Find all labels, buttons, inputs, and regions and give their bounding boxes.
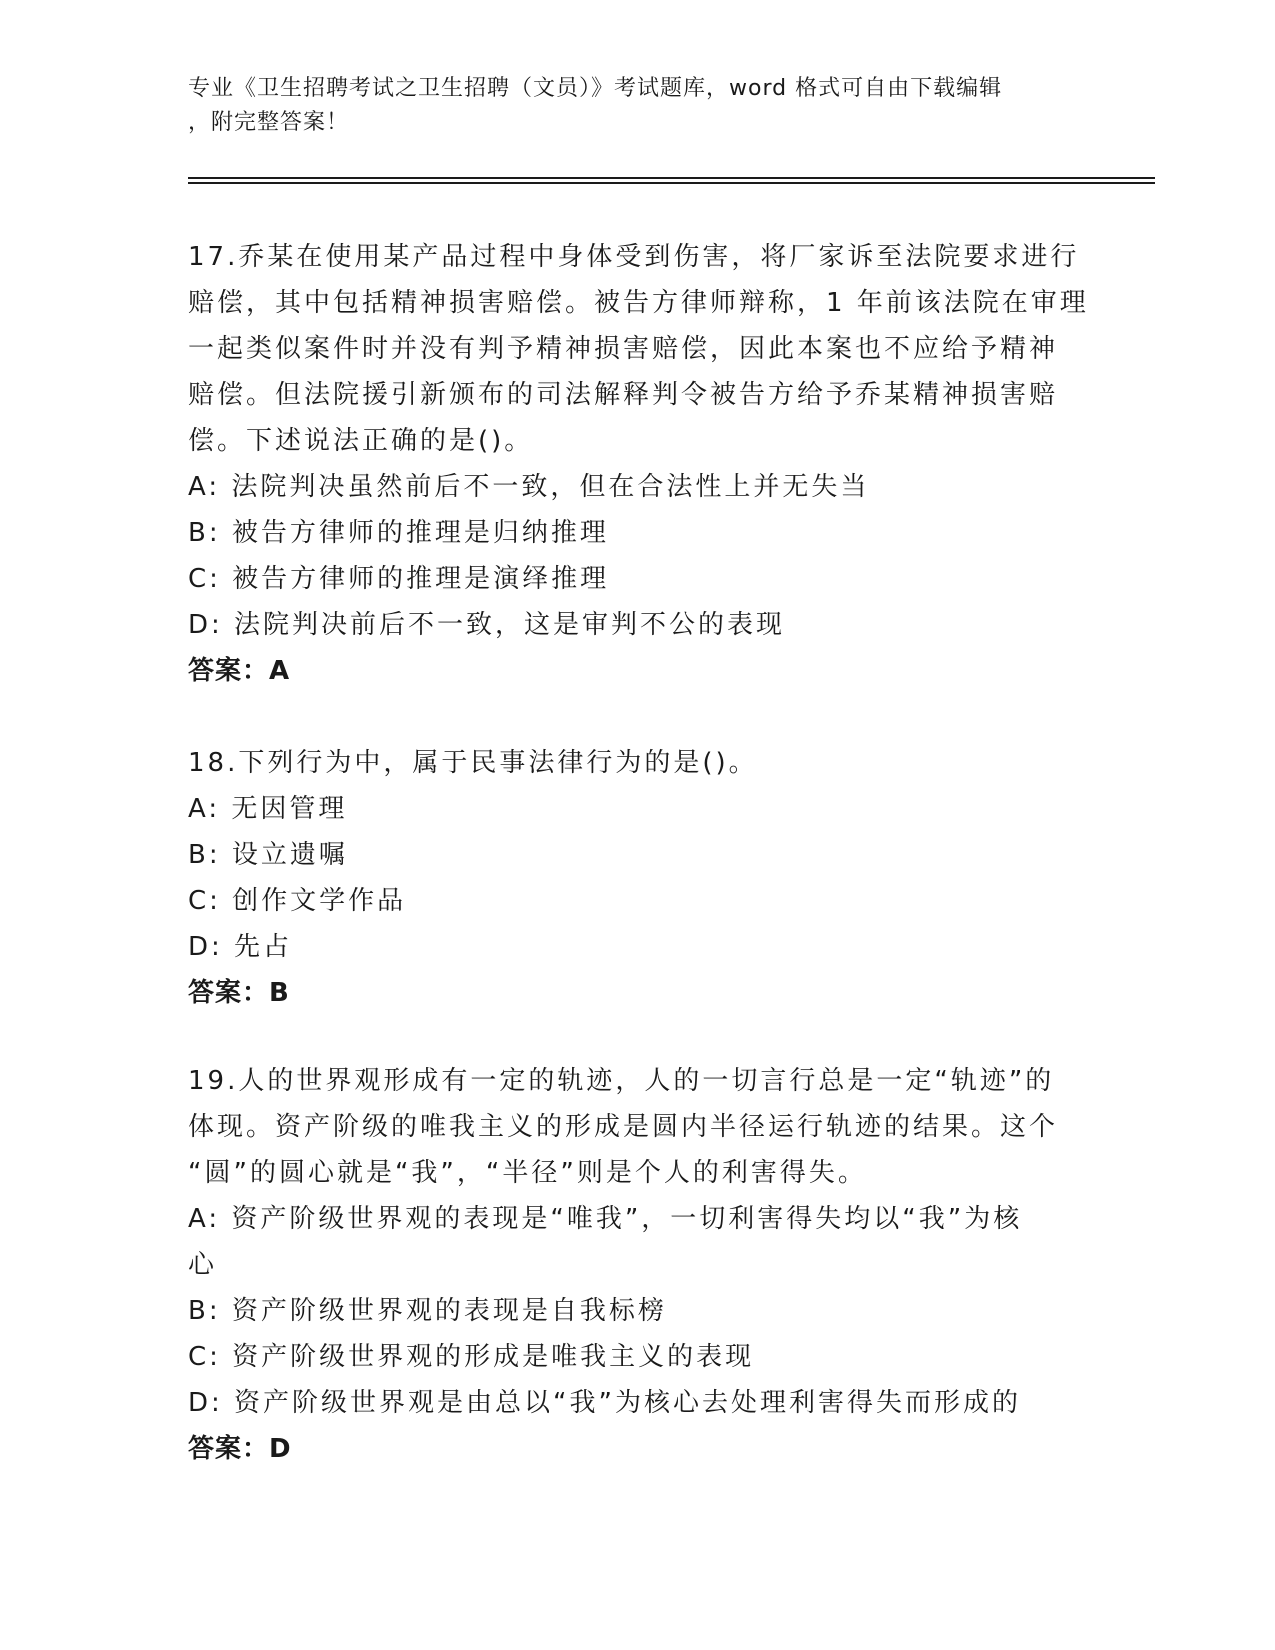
header-divider [188, 177, 1155, 179]
option-c: C: 创作文学作品 [188, 886, 407, 916]
question-stem-line: 体现。资产阶级的唯我主义的形成是圆内半径运行轨迹的结果。这个 [188, 1112, 1059, 1142]
answer: 答案：A [188, 656, 291, 686]
question-18 [188, 740, 1088, 1016]
option-a: A: 资产阶级世界观的表现是“唯我”，一切利害得失均以“我”为核 [188, 1204, 1023, 1234]
question-stem-line: “圆”的圆心就是“我”，“半径”则是个人的利害得失。 [188, 1158, 867, 1188]
option-c: C: 资产阶级世界观的形成是唯我主义的表现 [188, 1342, 755, 1372]
page-header [188, 72, 1068, 140]
option-b: B: 设立遗嘱 [188, 840, 348, 870]
header-line: ，附完整答案！ [188, 110, 350, 135]
question-stem-line: 19.人的世界观形成有一定的轨迹，人的一切言行总是一定“轨迹”的 [188, 1066, 1055, 1096]
header-line: 专业《卫生招聘考试之卫生招聘（文员）》考试题库，word 格式可自由下载编辑 [188, 76, 1003, 101]
answer: 答案：B [188, 978, 290, 1008]
option-d: D: 法院判决前后不一致，这是审判不公的表现 [188, 610, 786, 640]
option-b: B: 被告方律师的推理是归纳推理 [188, 518, 609, 548]
option-d: D: 先占 [188, 932, 293, 962]
question-stem-line: 18.下列行为中，属于民事法律行为的是()。 [188, 748, 758, 778]
header-divider [188, 182, 1155, 184]
question-17 [188, 234, 1088, 694]
option-d: D: 资产阶级世界观是由总以“我”为核心去处理利害得失而形成的 [188, 1388, 1021, 1418]
option-a-continued: 心 [188, 1250, 218, 1280]
question-stem-line: 赔偿。但法院援引新颁布的司法解释判令被告方给予乔某精神损害赔 [188, 380, 1059, 410]
option-c: C: 被告方律师的推理是演绎推理 [188, 564, 610, 594]
answer: 答案：D [188, 1434, 292, 1464]
question-stem-line: 一起类似案件时并没有判予精神损害赔偿，因此本案也不应给予精神 [188, 334, 1059, 364]
option-a: A: 无因管理 [188, 794, 348, 824]
question-stem-line: 17.乔某在使用某产品过程中身体受到伤害，将厂家诉至法院要求进行 [188, 242, 1080, 272]
option-a: A: 法院判决虽然前后不一致，但在合法性上并无失当 [188, 472, 870, 502]
question-stem-line: 偿。下述说法正确的是()。 [188, 426, 534, 456]
question-stem-line: 赔偿，其中包括精神损害赔偿。被告方律师辩称，1 年前该法院在审理 [188, 288, 1089, 318]
option-b: B: 资产阶级世界观的表现是自我标榜 [188, 1296, 667, 1326]
question-19 [188, 1058, 1088, 1472]
